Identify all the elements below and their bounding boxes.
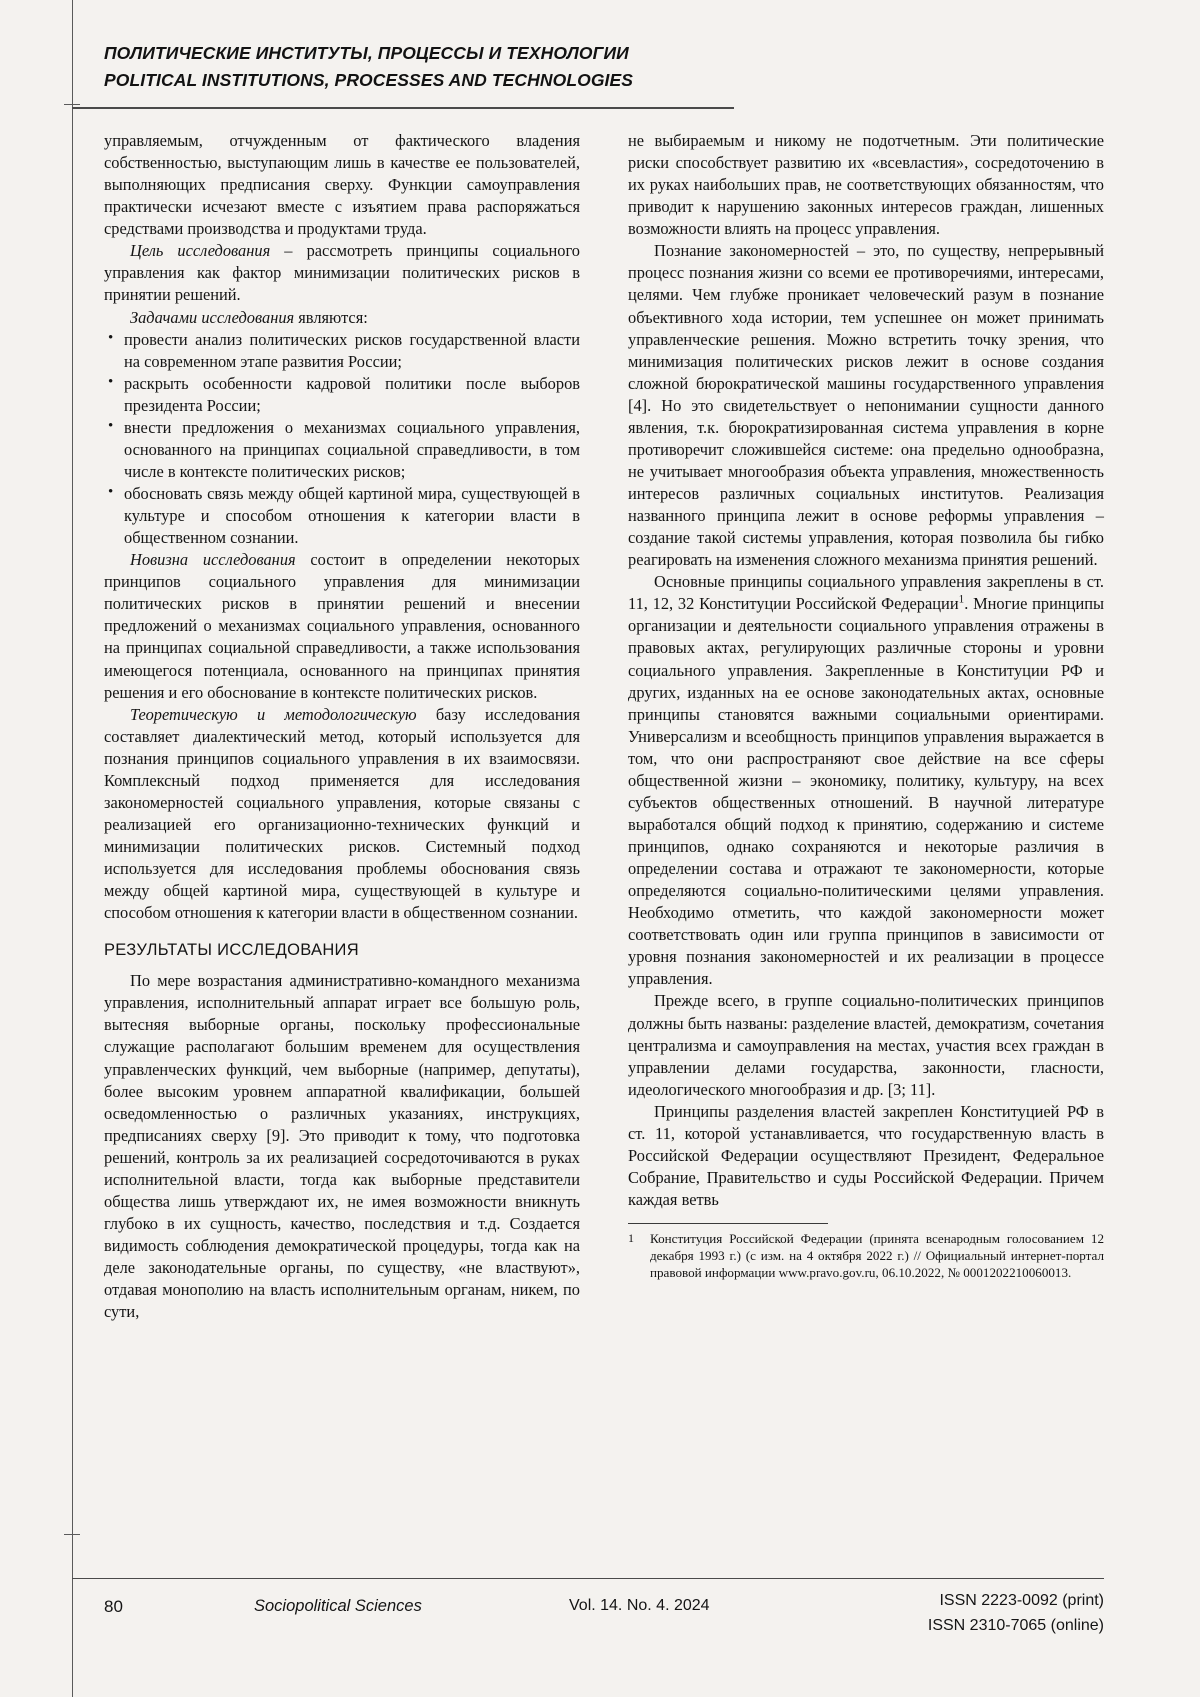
running-head-en: POLITICAL INSTITUTIONS, PROCESSES AND TECHNOLOGIES bbox=[104, 70, 634, 91]
page-number: 80 bbox=[104, 1597, 123, 1616]
footnote-divider bbox=[628, 1223, 828, 1224]
tasks-text: являются: bbox=[294, 307, 368, 327]
list-item: • провести анализ политических рисков государственной власти на современном этапе развития России; bbox=[104, 329, 580, 373]
paragraph-methodology bbox=[104, 704, 580, 925]
methodology-label: Теоретическую и методологическую bbox=[130, 704, 417, 724]
list-item: • обосновать связь между общей картиной мира, существующей в культуре и способом отношения к категории власти в общественном сознании. bbox=[104, 483, 580, 549]
page-footer bbox=[104, 1589, 1104, 1645]
volume-issue: Vol. 14. No. 4. 2024 bbox=[569, 1597, 710, 1614]
issn-online: ISSN 2310-7065 (online) bbox=[927, 1616, 1104, 1634]
tasks-label: Задачами исследования bbox=[130, 307, 295, 327]
paragraph-with-footnote bbox=[628, 571, 1104, 990]
paragraph: Прежде всего, в группе социально-политических принципов должны быть названы: разделение властей, демократизм, сочетания централизма и самоуправления на местах, участия всех граждан в управлении делами государства, законности, гласности, идеологического многообразия и др. [3; 11]. bbox=[628, 991, 1104, 1099]
footnote bbox=[628, 1231, 1104, 1281]
tasks-list bbox=[104, 329, 580, 550]
journal-title: Sociopolitical Sciences bbox=[254, 1597, 422, 1615]
section-heading-results: РЕЗУЛЬТАТЫ ИССЛЕДОВАНИЯ bbox=[104, 941, 359, 960]
footnote-marker: 1 bbox=[958, 593, 965, 606]
issn-block bbox=[928, 1589, 1104, 1639]
issn-print: ISSN 2223-0092 (print) bbox=[939, 1592, 1104, 1609]
paragraph-tasks-intro bbox=[104, 307, 580, 329]
paragraph: По мере возрастания административно-командного механизма управления, исполнительный аппарат играет все большую роль, вытесняя выборные органы, поскольку профессиональные служащие располагают большим временем для осуществления управленческих функций, чем выборные (например, депутаты), более высоким уровнем аппаратной квалификации, большей осведомленностью о различных указаниях, инструкциях, предписаниях сверху [9]. Это приводит к тому, что подготовка решений, контроль за их реализацией сосредоточиваются в руках исполнительной власти, тогда как выборные представители общества лишь утверждают их, не имея возможности вникнуть глубоко в их сущность, качество, последствия и т.д. Создается видимость соблюдения демократической процедуры, тогда как на деле законодательные органы, по существу, «не властвуют», отдавая монополию на власть исполнительным органам, никем, по сути, bbox=[104, 971, 580, 1322]
list-item: • внести предложения о механизмах социального управления, основанного на принципах социальной справедливости, в том числе в контексте политических рисков; bbox=[104, 417, 580, 483]
goal-text: – рассмотреть принципы социального управления как фактор минимизации политических рисков в принятии решений. bbox=[104, 241, 580, 305]
right-column bbox=[628, 130, 1104, 1323]
methodology-text: базу исследования составляет диалектический метод, который используется для познания принципов социального управления в их взаимосвязи. Комплексный подход применяется для исследования закономерностей социального управления, которые связаны с реализацией его организационно-технических функций и минимизации политических рисков. Системный подход используется для исследования проблемы обоснования связь между общей картиной мира, существующей в культуре и способом отношения к категории власти в общественном сознании. bbox=[104, 704, 580, 923]
header-divider bbox=[72, 107, 734, 109]
footnote-number: 1 bbox=[628, 1231, 634, 1246]
novelty-text: состоит в определении некоторых принципов социального управления для минимизации политических рисков в принятии решений и внесении предложений о механизмах социального управления, основанного на принципах социальной справедливости, а также использования имеющегося потенциала, основанного на принципах принятия решения и его обоснование в контексте политических рисков. bbox=[104, 550, 580, 702]
paragraph: Принципы разделения властей закреплен Конституцией РФ в ст. 11, которой устанавливается, что государственную власть в Российской Федерации осуществляют Президент, Федеральное Собрание, Правительство и суды Российской Федерации. Причем каждая ветвь bbox=[628, 1101, 1104, 1209]
novelty-label: Новизна исследования bbox=[130, 550, 296, 570]
left-margin-rule bbox=[72, 0, 73, 1697]
left-column bbox=[104, 130, 580, 1323]
paragraph-novelty bbox=[104, 549, 580, 703]
footer-divider bbox=[72, 1578, 1104, 1579]
footnote-text: Конституция Российской Федерации (принята всенародным голосованием 12 декабря 1993 г.) (с изм. на 4 октября 2022 г.) // Официальный интернет-портал правовой информации www.pravo.gov.ru, 06.10.2022, № 0001202210060013. bbox=[650, 1231, 1104, 1280]
paragraph-part-b: . Многие принципы организации и деятельности социального управления отражены в правовых актах, регулирующих различные стороны и уровни социального управления. Закрепленные в Конституции РФ и других, изданных на ее основе законодательных актах, основные принципы становятся важными социальными ориентирами. Универсализм и всеобщность принципов управления выражается в том, что они распространяют свое действие на все сферы общественной жизни – экономику, политику, культуру, на всех субъектов общественных отношений. В научной литературе выработался общий подход к принятию, содержанию и системе принципов, однако сохраняются и некоторые различия в определении состава и отражают те закономерности, которые определяются социально-политическими целями управления. Необходимо отметить, что каждой закономерности может соответствовать один или группа принципов в зависимости от уровня познания закономерностей и их реализации в процессе управления. bbox=[628, 594, 1104, 989]
body-columns bbox=[104, 130, 1104, 1323]
margin-tick-bottom bbox=[64, 1534, 80, 1535]
goal-label: Цель исследования bbox=[130, 241, 271, 261]
margin-tick-top bbox=[64, 104, 80, 105]
list-item: • раскрыть особенности кадровой политики после выборов президента России; bbox=[104, 373, 580, 417]
paragraph-goal bbox=[104, 240, 580, 306]
paragraph-part-a: Основные принципы социального управления закреплены в ст. 11, 12, 32 Конституции Российской Федерации bbox=[628, 572, 1104, 614]
running-head-ru: ПОЛИТИЧЕСКИЕ ИНСТИТУТЫ, ПРОЦЕССЫ И ТЕХНОЛОГИИ bbox=[104, 43, 629, 63]
paragraph: не выбираемым и никому не подотчетным. Эти политические риски способствует развитию их «всевластия», сосредоточению в их руках наибольших прав, не соответствующих обязанностям, что приводит к нарушению законных интересов граждан, лишенных возможности влиять на процесс управления. bbox=[628, 131, 1104, 239]
running-head bbox=[104, 40, 734, 94]
paragraph: управляемым, отчужденным от фактического владения собственностью, выступающим лишь в качестве ее пользователей, выполняющих предписания сверху. Функции самоуправления практически исчезают вместе с изъятием права распоряжаться средствами производства и продуктами труда. bbox=[104, 131, 580, 239]
paragraph: Познание закономерностей – это, по существу, непрерывный процесс познания жизни со всеми ее противоречиями, интересами, целями. Чем глубже проникает человеческий разум в познание объективного хода истории, тем успешнее он может принимать управленческие решения. Можно встретить точку зрения, что минимизация политических рисков лежит в основе создания сложной бюрократической машины государственного управления [4]. Но это свидетельствует о непонимании сущности данного явления, т.к. бюрократизированная система управления в корне противоречит сложившейся системе: она предельно однообразна, не учитывает многообразия объекта управления, множественность интересов различных социальных институтов. Реализация названного принципа лежит в основе реформы управления – создание такой системы управления, которая позволила бы гибко реагировать на изменения сложного механизма принятия решений. bbox=[628, 241, 1104, 570]
